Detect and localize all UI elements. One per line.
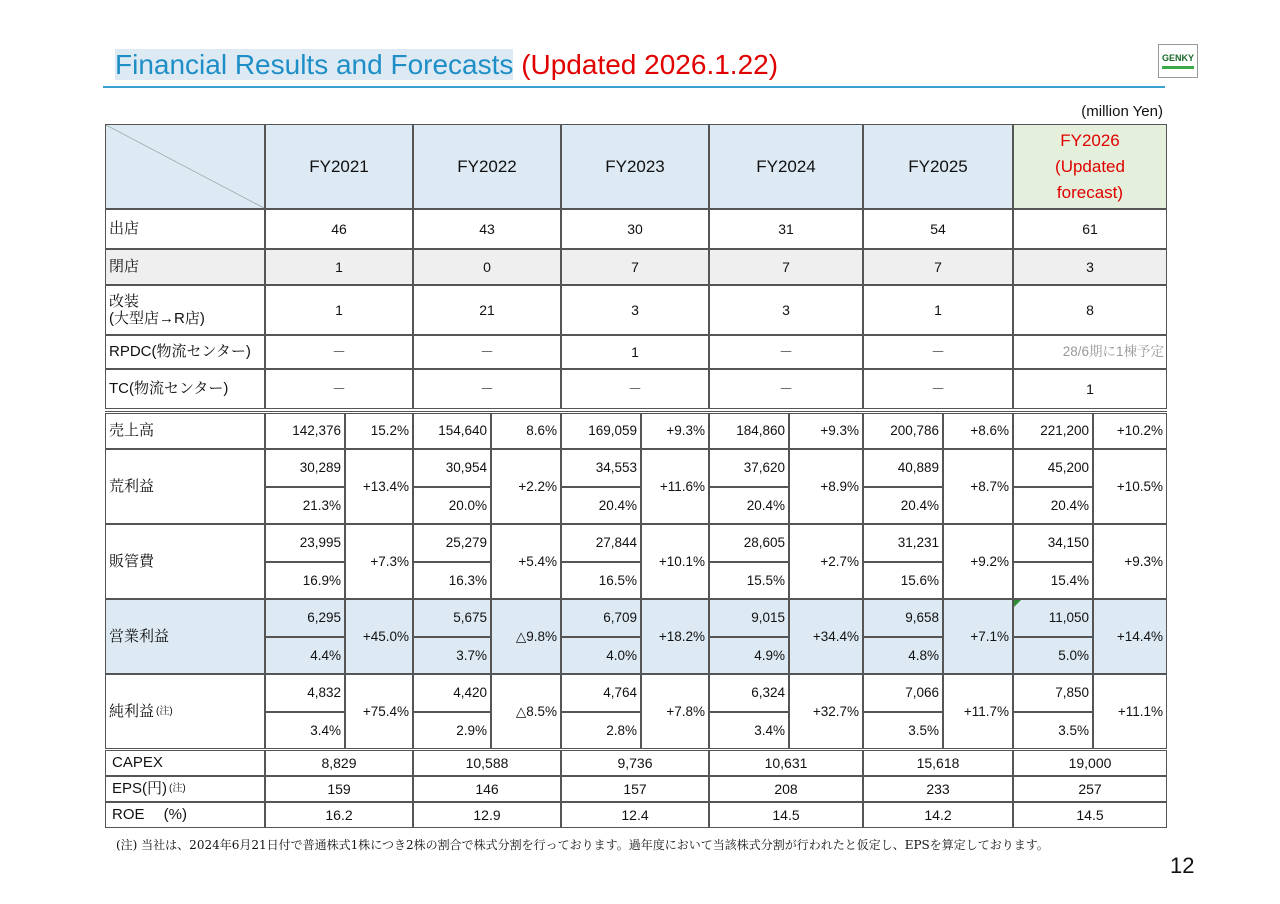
row-label-roe: ROE (%) <box>105 802 265 828</box>
cell-gross-profit-value: 30,954 <box>413 449 491 487</box>
cell-gross-profit-value: 45,200 <box>1013 449 1093 487</box>
cell-gross-profit-ratio: 20.4% <box>1013 487 1093 524</box>
cell-sales-value: 154,640 <box>413 413 491 449</box>
cell-gross-profit-growth: +11.6% <box>641 449 709 524</box>
cell-roe: 14.5 <box>709 802 863 828</box>
cell-eps: 208 <box>709 776 863 802</box>
cell-sales-growth: +9.3% <box>641 413 709 449</box>
cell-gross-profit-value: 40,889 <box>863 449 943 487</box>
cell-net-profit-value: 4,832 <box>265 674 345 712</box>
cell-remodel: 3 <box>561 285 709 335</box>
cell-sales-value: 200,786 <box>863 413 943 449</box>
cell-roe: 12.9 <box>413 802 561 828</box>
cell-net-profit-ratio: 2.9% <box>413 712 491 749</box>
note-mark: (注) <box>169 783 186 795</box>
cell-net-profit-value: 4,420 <box>413 674 491 712</box>
cell-sales-growth: +9.3% <box>789 413 863 449</box>
cell-net-profit-growth: +32.7% <box>789 674 863 749</box>
header-fy2021: FY2021 <box>265 124 413 209</box>
cell-sales-value: 169,059 <box>561 413 641 449</box>
cell-sga-ratio: 16.3% <box>413 562 491 599</box>
cell-gross-profit-value: 30,289 <box>265 449 345 487</box>
cell-sga-growth: +10.1% <box>641 524 709 599</box>
cell-gross-profit-ratio: 21.3% <box>265 487 345 524</box>
cell-operating-profit-value: 5,675 <box>413 599 491 637</box>
diagonal-line <box>106 125 264 208</box>
header-fy2022: FY2022 <box>413 124 561 209</box>
cell-sga-value: 25,279 <box>413 524 491 562</box>
cell-tc: － <box>561 369 709 409</box>
cell-close: 3 <box>1013 249 1167 285</box>
cell-gross-profit-value: 34,553 <box>561 449 641 487</box>
cell-sga-growth: +5.4% <box>491 524 561 599</box>
cell-net-profit-value: 7,850 <box>1013 674 1093 712</box>
cell-open: 31 <box>709 209 863 249</box>
cell-net-profit-growth: △8.5% <box>491 674 561 749</box>
cell-rpdc: － <box>265 335 413 369</box>
cell-sga-growth: +2.7% <box>789 524 863 599</box>
cell-gross-profit-growth: +2.2% <box>491 449 561 524</box>
cell-sales-value: 142,376 <box>265 413 345 449</box>
cell-close: 7 <box>709 249 863 285</box>
cell-operating-profit-value: 9,015 <box>709 599 789 637</box>
cell-net-profit-ratio: 3.5% <box>1013 712 1093 749</box>
row-label-remodel <box>105 285 265 335</box>
cell-rpdc: － <box>413 335 561 369</box>
cell-gross-profit-ratio: 20.4% <box>709 487 789 524</box>
footnote: (注) 当社は、2024年6月21日付で普通株式1株につき2株の割合で株式分割を行っております。過年度において当該株式分割が行われたと仮定し、EPSを算定しております。 <box>116 838 1049 852</box>
title-updated: (Updated 2026.1.22) <box>521 49 779 80</box>
cell-eps: 257 <box>1013 776 1167 802</box>
page-number: 12 <box>1170 853 1195 878</box>
cell-capex: 8,829 <box>265 750 413 776</box>
header-fy2025: FY2025 <box>863 124 1013 209</box>
cell-net-profit-value: 6,324 <box>709 674 789 712</box>
note-mark: (注) <box>156 705 173 717</box>
cell-capex: 10,631 <box>709 750 863 776</box>
cell-sales-value: 184,860 <box>709 413 789 449</box>
cell-gross-profit-ratio: 20.0% <box>413 487 491 524</box>
cell-sga-ratio: 15.6% <box>863 562 943 599</box>
cell-remodel: 1 <box>265 285 413 335</box>
row-label-open: 出店 <box>105 209 265 249</box>
cell-sales-growth: +8.6% <box>943 413 1013 449</box>
cell-gross-profit-growth: +8.7% <box>943 449 1013 524</box>
cell-eps: 233 <box>863 776 1013 802</box>
cell-rpdc: － <box>863 335 1013 369</box>
cell-roe: 12.4 <box>561 802 709 828</box>
cell-operating-profit-ratio: 4.9% <box>709 637 789 674</box>
cell-remodel: 3 <box>709 285 863 335</box>
cell-capex: 9,736 <box>561 750 709 776</box>
cell-sales-growth: 8.6% <box>491 413 561 449</box>
row-label-gross-profit: 荒利益 <box>105 449 265 524</box>
cell-operating-profit-value: 6,709 <box>561 599 641 637</box>
cell-operating-profit-ratio: 3.7% <box>413 637 491 674</box>
cell-gross-profit-growth: +8.9% <box>789 449 863 524</box>
cell-tc: 1 <box>1013 369 1167 409</box>
cell-net-profit-growth: +11.1% <box>1093 674 1167 749</box>
cell-open: 30 <box>561 209 709 249</box>
cell-gross-profit-ratio: 20.4% <box>561 487 641 524</box>
cell-sga-growth: +9.3% <box>1093 524 1167 599</box>
cell-capex: 19,000 <box>1013 750 1167 776</box>
cell-sga-growth: +9.2% <box>943 524 1013 599</box>
section-separator <box>105 411 1167 412</box>
unit-label: (million Yen) <box>1081 103 1163 120</box>
row-label-capex: CAPEX <box>105 750 265 776</box>
cell-tc: － <box>265 369 413 409</box>
cell-sga-value: 23,995 <box>265 524 345 562</box>
cell-eps: 159 <box>265 776 413 802</box>
row-label-eps: EPS(円) (注) <box>105 776 265 802</box>
cell-operating-profit-ratio: 4.0% <box>561 637 641 674</box>
row-label-net-profit: 純利益 (注) <box>105 674 265 749</box>
cell-operating-profit-growth: +18.2% <box>641 599 709 674</box>
cell-remodel: 21 <box>413 285 561 335</box>
row-label-tc: TC(物流センター) <box>105 369 265 409</box>
cell-rpdc: － <box>709 335 863 369</box>
cell-sales-value: 221,200 <box>1013 413 1093 449</box>
cell-sga-value: 34,150 <box>1013 524 1093 562</box>
cell-gross-profit-value: 37,620 <box>709 449 789 487</box>
cell-operating-profit-value: 11,050 <box>1013 599 1093 637</box>
cell-sga-ratio: 15.5% <box>709 562 789 599</box>
company-logo <box>1158 44 1198 78</box>
cell-open: 46 <box>265 209 413 249</box>
cell-net-profit-value: 7,066 <box>863 674 943 712</box>
page-title <box>115 48 778 82</box>
cell-operating-profit-ratio: 5.0% <box>1013 637 1093 674</box>
title-main: Financial Results and Forecasts <box>115 49 514 80</box>
cell-net-profit-ratio: 3.4% <box>709 712 789 749</box>
cell-roe: 14.5 <box>1013 802 1167 828</box>
cell-net-profit-ratio: 3.4% <box>265 712 345 749</box>
row-label-operating-profit: 営業利益 <box>105 599 265 674</box>
cell-net-profit-ratio: 2.8% <box>561 712 641 749</box>
row-label-line: 改装 <box>109 292 140 310</box>
cell-remodel: 1 <box>863 285 1013 335</box>
cell-net-profit-growth: +11.7% <box>943 674 1013 749</box>
cell-remodel: 8 <box>1013 285 1167 335</box>
cell-sga-ratio: 15.4% <box>1013 562 1093 599</box>
cell-operating-profit-growth: +34.4% <box>789 599 863 674</box>
cell-sales-growth: +10.2% <box>1093 413 1167 449</box>
title-underline <box>103 86 1165 88</box>
cell-rpdc: 1 <box>561 335 709 369</box>
row-label-close: 閉店 <box>105 249 265 285</box>
cell-operating-profit-ratio: 4.8% <box>863 637 943 674</box>
cell-sga-value: 27,844 <box>561 524 641 562</box>
cell-capex: 15,618 <box>863 750 1013 776</box>
cell-tc: － <box>413 369 561 409</box>
header-fy2026-line: FY2026 <box>1060 130 1120 150</box>
header-fy2026-line: (Updated <box>1055 156 1125 176</box>
cell-sga-value: 31,231 <box>863 524 943 562</box>
header-fy2024: FY2024 <box>709 124 863 209</box>
cell-operating-profit-growth: +45.0% <box>345 599 413 674</box>
cell-net-profit-growth: +7.8% <box>641 674 709 749</box>
row-label-sga: 販管費 <box>105 524 265 599</box>
cell-sga-ratio: 16.9% <box>265 562 345 599</box>
cell-open: 43 <box>413 209 561 249</box>
cell-operating-profit-growth: +7.1% <box>943 599 1013 674</box>
cell-operating-profit-growth: △9.8% <box>491 599 561 674</box>
cell-eps: 157 <box>561 776 709 802</box>
cell-sga-growth: +7.3% <box>345 524 413 599</box>
section-separator <box>105 748 1167 749</box>
corner-header-cell <box>105 124 265 209</box>
cell-tc: － <box>863 369 1013 409</box>
cell-sga-value: 28,605 <box>709 524 789 562</box>
cell-gross-profit-ratio: 20.4% <box>863 487 943 524</box>
cell-net-profit-ratio: 3.5% <box>863 712 943 749</box>
logo-text: GENKY <box>1161 53 1194 63</box>
cell-close: 7 <box>863 249 1013 285</box>
comment-marker-icon <box>1014 600 1021 607</box>
cell-open: 54 <box>863 209 1013 249</box>
cell-gross-profit-growth: +10.5% <box>1093 449 1167 524</box>
header-fy2023: FY2023 <box>561 124 709 209</box>
cell-eps: 146 <box>413 776 561 802</box>
cell-close: 0 <box>413 249 561 285</box>
cell-tc: － <box>709 369 863 409</box>
cell-capex: 10,588 <box>413 750 561 776</box>
header-fy2026-line: forecast) <box>1056 182 1124 202</box>
row-label-rpdc: RPDC(物流センター) <box>105 335 265 369</box>
cell-sales-growth: 15.2% <box>345 413 413 449</box>
cell-open: 61 <box>1013 209 1167 249</box>
row-label-line: (大型店→R店) <box>109 310 205 327</box>
cell-close: 1 <box>265 249 413 285</box>
cell-rpdc: 28/6期に1棟予定 <box>1013 335 1167 369</box>
cell-operating-profit-value: 6,295 <box>265 599 345 637</box>
cell-roe: 14.2 <box>863 802 1013 828</box>
cell-net-profit-value: 4,764 <box>561 674 641 712</box>
cell-operating-profit-ratio: 4.4% <box>265 637 345 674</box>
cell-operating-profit-growth: +14.4% <box>1093 599 1167 674</box>
cell-gross-profit-growth: +13.4% <box>345 449 413 524</box>
cell-close: 7 <box>561 249 709 285</box>
cell-sga-ratio: 16.5% <box>561 562 641 599</box>
cell-roe: 16.2 <box>265 802 413 828</box>
header-fy2026 <box>1013 124 1167 209</box>
financial-table <box>105 124 1167 830</box>
logo-bar <box>1162 66 1194 69</box>
row-label-sales: 売上高 <box>105 413 265 449</box>
cell-operating-profit-value: 9,658 <box>863 599 943 637</box>
cell-net-profit-growth: +75.4% <box>345 674 413 749</box>
